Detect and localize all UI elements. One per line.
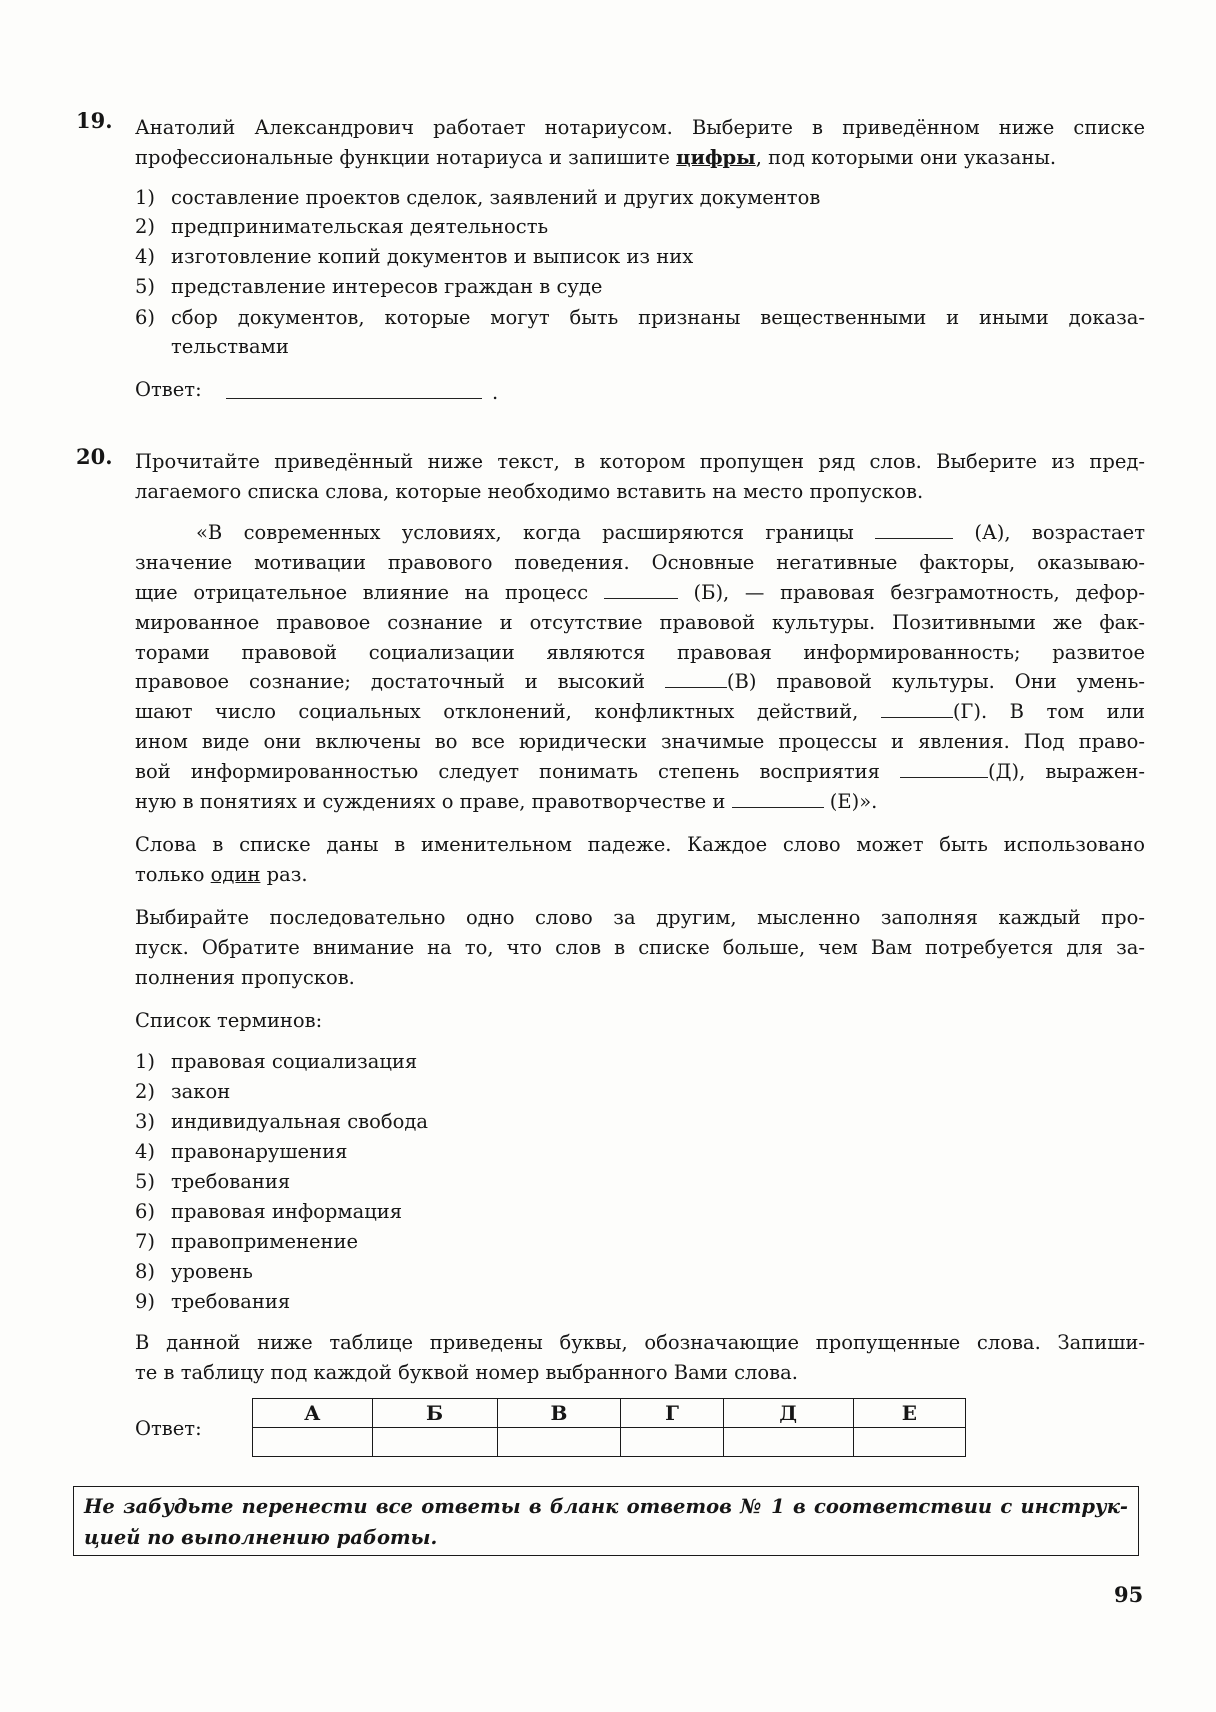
passage-text: правовое сознание; достаточный и высокий: [135, 670, 645, 693]
blank-v[interactable]: [665, 669, 727, 688]
option-text: изготовление копий документов и выписок из них: [171, 245, 694, 268]
question-19-number: 19.: [76, 108, 113, 133]
passage-text: (Б), — правовая безграмотность, дефор-: [693, 581, 1145, 604]
letter-cell: Е: [853, 1399, 965, 1428]
term-number: 3): [135, 1110, 156, 1133]
q19-answer-label: Ответ:: [135, 378, 202, 401]
passage-text: (Г). В том или: [952, 700, 1146, 723]
passage-text: ную в понятиях и суждениях о праве, правотворчестве и: [135, 790, 726, 813]
q19-option: [135, 303, 1145, 333]
option-number: 2): [135, 215, 156, 238]
blank-e[interactable]: [732, 789, 824, 808]
digits-emphasis: цифры: [676, 146, 756, 169]
q19-answer-dot: .: [492, 381, 499, 404]
option-number: 6): [135, 306, 156, 329]
option-text: представление интересов граждан в суде: [171, 275, 603, 298]
note-line: Слова в списке даны в именительном падеже. Каждое слово может быть использовано: [135, 833, 1145, 856]
q19-option: [135, 212, 1145, 242]
blank-d[interactable]: [900, 759, 988, 778]
answer-cell-v[interactable]: [497, 1428, 621, 1457]
term-item: [135, 1287, 1145, 1317]
term-text: индивидуальная свобода: [171, 1110, 428, 1133]
term-number: 1): [135, 1050, 156, 1073]
passage-line: ином виде они включены во все юридически значимые процессы и явления. Под право-: [135, 730, 1145, 753]
passage-line: значение мотивации правового поведения. Основные негативные факторы, оказываю-: [135, 551, 1145, 574]
blank-g[interactable]: [881, 699, 953, 718]
question-19-intro-line1: Анатолий Александрович работает нотариусом. Выберите в приведённом ниже списке: [135, 116, 1145, 139]
q19-answer-field[interactable]: [226, 398, 482, 399]
q19-option6-continuation: тельствами: [171, 335, 289, 358]
term-text: закон: [171, 1080, 231, 1103]
answer-table-header-row: [253, 1399, 966, 1428]
one-emphasis: один: [210, 863, 261, 886]
q20-answer-table: [252, 1398, 966, 1457]
term-text: правовая социализация: [171, 1050, 418, 1073]
passage-line: мированное правовое сознание и отсутствие правовой культуры. Позитивными же фак-: [135, 611, 1145, 634]
term-text: уровень: [171, 1260, 253, 1283]
intro-text-end: , под которыми они указаны.: [755, 146, 1057, 169]
table-instruction-line: те в таблицу под каждой буквой номер выбранного Вами слова.: [135, 1361, 798, 1384]
option-text: предпринимательская деятельность: [171, 215, 549, 238]
passage-line: [135, 578, 1145, 608]
blank-a[interactable]: [875, 520, 953, 539]
note-line: Выбирайте последовательно одно слово за другим, мысленно заполняя каждый про-: [135, 906, 1145, 929]
passage-text: «В современных условиях, когда расширяются границы: [196, 521, 854, 544]
passage-line: [135, 667, 1145, 697]
term-number: 2): [135, 1080, 156, 1103]
page-number: 95: [1114, 1582, 1144, 1607]
term-text: правонарушения: [171, 1140, 348, 1163]
term-number: 6): [135, 1200, 156, 1223]
notice-text: [84, 1491, 1128, 1553]
passage-text: (Е)».: [829, 790, 878, 813]
letter-cell: Д: [723, 1399, 853, 1428]
notice-line: Не забудьте перенести все ответы в бланк ответов № 1 в соответствии с инструк-: [84, 1495, 1128, 1518]
option-number: 1): [135, 186, 156, 209]
passage-text: шают число социальных отклонений, конфликтных действий,: [135, 700, 859, 723]
option-number: 5): [135, 275, 156, 298]
passage-text: (В) правовой культуры. Они умень-: [726, 670, 1145, 693]
passage-text: (Д), выражен-: [988, 760, 1146, 783]
letter-cell: Г: [621, 1399, 723, 1428]
question-19-intro-line2: [135, 143, 1145, 173]
option-number: 4): [135, 245, 156, 268]
passage-line: торами правовой социализации являются правовая информированность; развитое: [135, 641, 1145, 664]
passage-line: [135, 697, 1145, 727]
terms-title: Список терминов:: [135, 1009, 323, 1032]
answer-cell-e[interactable]: [853, 1428, 965, 1457]
term-item: [135, 1047, 1145, 1077]
term-item: [135, 1257, 1145, 1287]
option-text: составление проектов сделок, заявлений и других документов: [171, 186, 821, 209]
letter-cell: Б: [372, 1399, 497, 1428]
intro-text: профессиональные функции нотариуса и запишите: [135, 146, 670, 169]
answer-cell-a[interactable]: [253, 1428, 373, 1457]
note-line: полнения пропусков.: [135, 966, 355, 989]
q19-option: [135, 242, 1145, 272]
note-text: только: [135, 863, 205, 886]
transfer-answers-notice: [73, 1486, 1139, 1556]
question-20-intro-line1: Прочитайте приведённый ниже текст, в котором пропущен ряд слов. Выберите из пред-: [135, 450, 1145, 473]
q20-answer-label: Ответ:: [135, 1417, 202, 1440]
term-text: требования: [171, 1170, 291, 1193]
letter-cell: В: [497, 1399, 621, 1428]
note-text: раз.: [266, 863, 308, 886]
question-20-number: 20.: [76, 444, 113, 469]
answer-cell-d[interactable]: [723, 1428, 853, 1457]
option-text: сбор документов, которые могут быть признаны вещественными и иными доказа-: [171, 306, 1145, 329]
term-text: требования: [171, 1290, 291, 1313]
answer-cell-b[interactable]: [372, 1428, 497, 1457]
table-instruction-line: В данной ниже таблице приведены буквы, обозначающие пропущенные слова. Запиши-: [135, 1331, 1145, 1354]
q19-option: [135, 183, 1145, 213]
term-number: 8): [135, 1260, 156, 1283]
passage-text: щие отрицательное влияние на процесс: [135, 581, 589, 604]
passage-line: [135, 757, 1145, 787]
passage-text: (А), возрастает: [974, 521, 1145, 544]
term-number: 4): [135, 1140, 156, 1163]
term-text: правоприменение: [171, 1230, 359, 1253]
blank-b[interactable]: [604, 580, 678, 599]
term-item: [135, 1137, 1145, 1167]
term-number: 7): [135, 1230, 156, 1253]
notice-line: цией по выполнению работы.: [84, 1526, 438, 1549]
passage-line: [135, 787, 1145, 817]
question-20-intro-line2: лагаемого списка слова, которые необходимо вставить на место пропусков.: [135, 480, 924, 503]
note-line: [135, 860, 1145, 890]
passage-line: [196, 518, 1145, 548]
answer-table-input-row: [253, 1428, 966, 1457]
term-item: [135, 1227, 1145, 1257]
term-item: [135, 1197, 1145, 1227]
term-number: 9): [135, 1290, 156, 1313]
term-number: 5): [135, 1170, 156, 1193]
passage-text: вой информированностью следует понимать степень восприятия: [135, 760, 880, 783]
term-item: [135, 1167, 1145, 1197]
term-item: [135, 1077, 1145, 1107]
note-line: пуск. Обратите внимание на то, что слов в списке больше, чем Вам потребуется для за-: [135, 936, 1145, 959]
term-item: [135, 1107, 1145, 1137]
term-text: правовая информация: [171, 1200, 403, 1223]
letter-cell: А: [253, 1399, 373, 1428]
q19-option: [135, 272, 1145, 302]
answer-cell-g[interactable]: [621, 1428, 723, 1457]
